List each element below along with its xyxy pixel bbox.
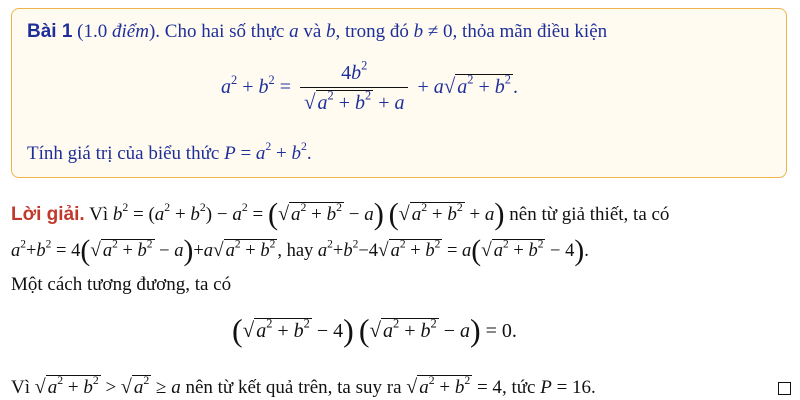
solution-line-3: Một cách tương đương, ta có: [11, 274, 232, 295]
problem-points: (1.0 điểm).: [77, 21, 161, 42]
conclusion-c: , tức: [501, 377, 536, 398]
condition-equation: $a^2 + b^2$ = $\frac{4b^2}{√ a^2 + b^2 + a}$ + a√ $a^2 + b^2$ .: [221, 58, 518, 114]
solution-vi: Vì: [89, 204, 109, 225]
conclusion-b: nên từ kết quả trên, ta suy ra: [185, 377, 402, 398]
conclusion-a: Vì: [11, 377, 30, 398]
solution-line-2: $a^2+b^2 = 4(√$ $a^2 + b^2 - a)+a√$ $a^2 + b^2$ , hay $a^2+b^2-4√$ $a^2 + b^2 = a(√$ $a^2 + b^2 - 4$).: [11, 235, 589, 267]
solution-line-1: Lời giải. Vì $b^2 = (a^2 + b^2) - a^2$ = (√ $a^2 + b^2 - a$) (√ $a^2 + b^2 + a$) nên từ giả thiết, ta có: [11, 197, 670, 231]
question-line: Tính giá trị của biểu thức $P = a^2 + b^2$.: [27, 140, 312, 164]
question-prefix: Tính giá trị của biểu thức: [27, 143, 220, 164]
problem-statement: Cho hai số thực a và b, trong đó b ≠ 0, thỏa mãn điều kiện: [164, 21, 608, 42]
qed-square-icon: [778, 382, 791, 395]
solution-tail-1: nên từ giả thiết, ta có: [509, 204, 670, 225]
conclusion-line: Vì √ $a^2 + b^2$ > √ $a^2 \ge a$ nên từ kết quả trên, ta suy ra √ $a^2 + b^2 = 4$, tức P = 16.: [11, 374, 596, 398]
solution-hay: , hay: [277, 241, 314, 261]
equivalent-equation: (√ $a^2 + b^2 - 4$) (√ $a^2 + b^2 - a) = 0$.: [232, 312, 517, 348]
solution-label: Lời giải.: [11, 204, 85, 225]
problem-header: [27, 21, 607, 43]
problem-label: Bài 1: [27, 21, 73, 42]
